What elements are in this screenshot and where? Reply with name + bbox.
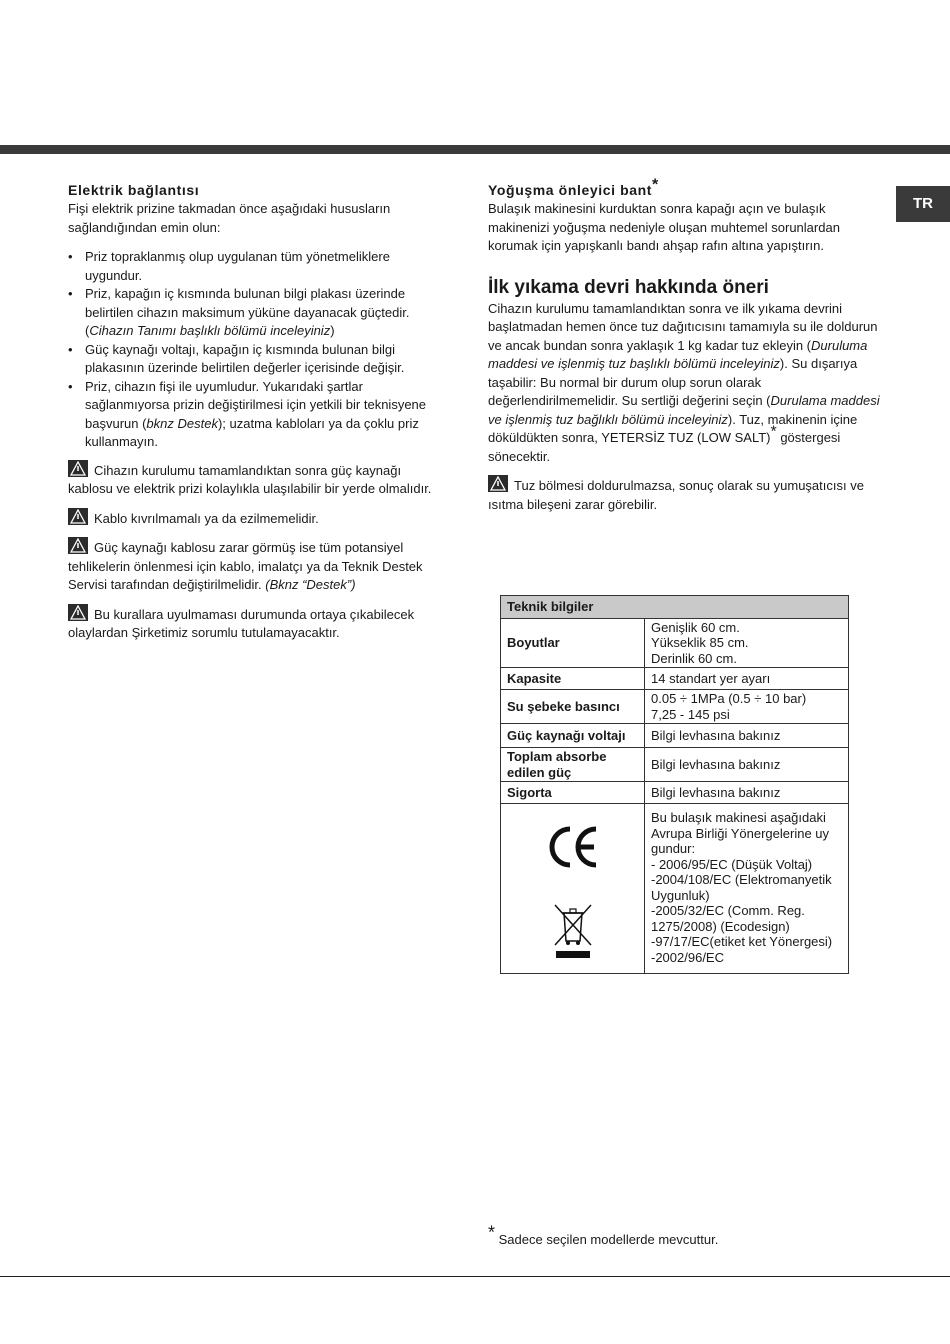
table-row: [501, 618, 849, 668]
table-row: [501, 724, 849, 748]
ce-mark-icon: [546, 825, 600, 869]
warning-icon: [68, 537, 88, 554]
list-item: • Priz, cihazın fişi ile uyumludur. Yukarıdaki şartlar sağlanmıyorsa prizin değiştirilmesi için yetkili bir teknisyene başvurun (bknz Destek); uzatma kabloları ya da çoklu priz kullanmayın.: [68, 378, 440, 452]
table-header: Teknik bilgiler: [501, 596, 849, 619]
row-value: Bilgi levhasına bakınız: [645, 748, 849, 782]
warning-note: Tuz bölmesi doldurulmazsa, sonuç olarak su yumuşatıcısı ve ısıtma bileşeni zarar görebilir.: [488, 475, 880, 514]
table-row: [501, 690, 849, 724]
row-label: Boyutlar: [501, 618, 645, 668]
first-wash-text: Cihazın kurulumu tamamlandıktan sonra ve ilk yıkama devrini başlatmadan hemen önce tuz dağıtıcısını tamamıyla su ile doldurun ve ancak bundan sonra yaklaşık 1 kg kadar tuz ekleyin (Duruluma maddesi ve işlenmiş tuz başlıklı bölümü inceleyiniz). Su dışarıya taşabilir: Bu normal bir durum olup sorun olarak değerlendirilmemelidir. Su sertliği değerini seçin (Durulama maddesi ve işlenmiş tuz bağlıklı bölümü inceleyiniz). Tuz, makinenin içine döküldükten sonra, YETERSİZ TUZ (LOW SALT)* göstergesi sönecektir.: [488, 300, 880, 464]
row-label: Güç kaynağı voltajı: [501, 724, 645, 748]
warning-note: Cihazın kurulumu tamamlandıktan sonra güç kaynağı kablosu ve elektrik prizi kolaylıkla ulaşılabilir bir yerde olmalıdır.: [68, 460, 440, 499]
footnote: * Sadece seçilen modellerde mevcuttur.: [488, 1222, 719, 1247]
bottom-rule: [0, 1276, 950, 1277]
warning-icon: [68, 508, 88, 525]
row-value: Bilgi levhasına bakınız: [645, 782, 849, 804]
warning-note: Güç kaynağı kablosu zarar görmüş ise tüm potansiyel tehlikelerin önlenmesi için kablo, imalatçı ya da Teknik Destek Servisi tarafından değiştirilmelidir. (Bknz “Destek”): [68, 537, 440, 595]
table-row: [501, 782, 849, 804]
compliance-marks: [501, 804, 645, 974]
list-item: • Priz, kapağın iç kısmında bulunan bilgi plakası üzerinde belirtilen cihazın maksimum yüküne dayanacak güçtedir. (Cihazın Tanımı başlıklı bölümü inceleyiniz): [68, 285, 440, 341]
table-row: [501, 668, 849, 690]
anti-condensation-text: Bulaşık makinesini kurduktan sonra kapağı açın ve bulaşık makinenizi yoğuşma nedeniyle oluşan muhtemel sorunlardan korumak için yapışkanlı bandı ahşap rafın altına yapıştırın.: [488, 201, 840, 253]
warning-icon: [68, 604, 88, 621]
warning-note: Bu kurallara uyulmaması durumunda ortaya çıkabilecek olaylardan Şirketimiz sorumlu tutulamayacaktır.: [68, 604, 440, 643]
row-label: Sigorta: [501, 782, 645, 804]
row-value: Bilgi levhasına bakınız: [645, 724, 849, 748]
warning-icon: [488, 475, 508, 492]
language-tab: TR: [896, 186, 950, 222]
anti-condensation-title: Yoğuşma önleyici bant*: [488, 176, 659, 198]
warning-icon: [68, 460, 88, 477]
row-value: Genişlik 60 cm. Yükseklik 85 cm. Derinlik 60 cm.: [645, 618, 849, 668]
intro-text: Fişi elektrik prizine takmadan önce aşağıdaki hususların sağlandığından emin olun:: [68, 201, 391, 235]
top-rule: [0, 145, 950, 154]
list-item: • Priz topraklanmış olup uygulanan tüm yönetmeliklere uygundur.: [68, 248, 440, 285]
requirements-list: [68, 248, 440, 452]
right-column: [488, 176, 880, 514]
left-column: [68, 180, 440, 643]
compliance-text: Bu bulaşık makinesi aşağıdaki Avrupa Birliği Yönergelerine uy gundur: - 2006/95/EC (Düşük Voltaj) -2004/108/EC (Elektromanyetik Uygunluk) -2005/32/EC (Comm. Reg. 1275/2008) (Ecodesign) -97/17/EC(etiket ket Yönergesi) -2002/96/EC: [645, 804, 849, 974]
row-value: 14 standart yer ayarı: [645, 668, 849, 690]
table-row: [501, 804, 849, 974]
electrical-connection-title: Elektrik bağlantısı: [68, 182, 200, 198]
row-value: 0.05 ÷ 1MPa (0.5 ÷ 10 bar) 7,25 - 145 psi: [645, 690, 849, 724]
list-item: • Güç kaynağı voltajı, kapağın iç kısmında bulunan bilgi plakasının üzerinde belirtilen değerler içerisinde değişir.: [68, 341, 440, 378]
row-label: Kapasite: [501, 668, 645, 690]
warning-note: Kablo kıvrılmamalı ya da ezilmemelidir.: [68, 508, 440, 529]
row-label: Su şebeke basıncı: [501, 690, 645, 724]
row-label: Toplam absorbe edilen güç: [501, 748, 645, 782]
weee-bin-icon: [553, 903, 593, 959]
technical-data-table: [500, 595, 849, 974]
first-wash-title: İlk yıkama devri hakkında öneri: [488, 276, 769, 298]
table-row: [501, 748, 849, 782]
